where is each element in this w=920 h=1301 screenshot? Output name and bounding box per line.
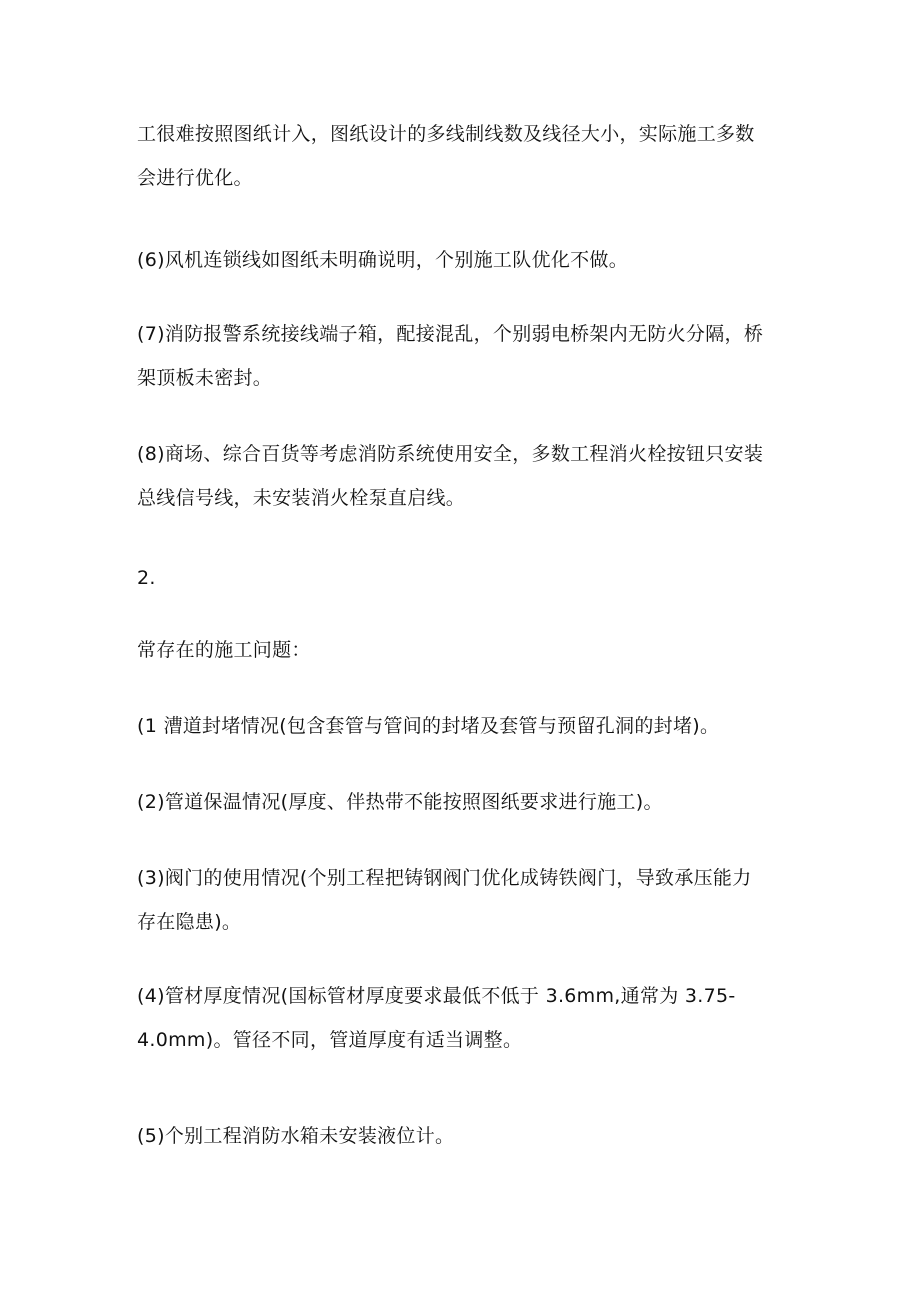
section-number [137,556,787,600]
text-line: (6)风机连锁线如图纸未明确说明，个别施工队优化不做。 [137,249,629,271]
text-line: (7)消防报警系统接线端子箱，配接混乱，个别弱电桥架内无防火分隔，桥 [137,323,764,345]
text-line: 总线信号线，未安装消火栓泵直启线。 [137,487,466,509]
paragraph-item-6 [137,238,787,282]
section-heading [137,628,787,672]
paragraph-item-4 [137,974,787,1062]
text-line: 常存在的施工问题： [137,639,311,661]
paragraph-item-8 [137,432,787,520]
text-line: 2. [137,567,156,589]
text-line: (1 漕道封堵情况(包含套管与管间的封堵及套管与预留孔洞的封堵)。 [137,715,720,737]
text-line: (4)管材厚度情况(国标管材厚度要求最低不低于 3.6mm,通常为 3.75- [137,985,736,1007]
text-line: (2)管道保温情况(厚度、伴热带不能按照图纸要求进行施工)。 [137,791,663,813]
text-line: (5)个别工程消防水箱未安装液位计。 [137,1125,455,1147]
text-line: 架顶板未密封。 [137,367,273,389]
text-line: 会进行优化。 [137,167,253,189]
text-line: 存在隐患)。 [137,911,242,933]
paragraph-item-3 [137,856,787,944]
paragraph-item-2 [137,780,787,824]
paragraph-item-1 [137,704,787,748]
text-line: 4.0mm)。管径不同，管道厚度有适当调整。 [137,1029,523,1051]
text-line: (3)阀门的使用情况(个别工程把铸钢阀门优化成铸铁阀门，导致承压能力 [137,867,752,889]
paragraph-wiring-optimization [137,112,787,200]
text-line: 工很难按照图纸计入，图纸设计的多线制线数及线径大小，实际施工多数 [137,123,755,145]
paragraph-item-7 [137,312,787,400]
paragraph-item-5 [137,1114,787,1158]
text-line: (8)商场、综合百货等考虑消防系统使用安全，多数工程消火栓按钮只安装 [137,443,764,465]
